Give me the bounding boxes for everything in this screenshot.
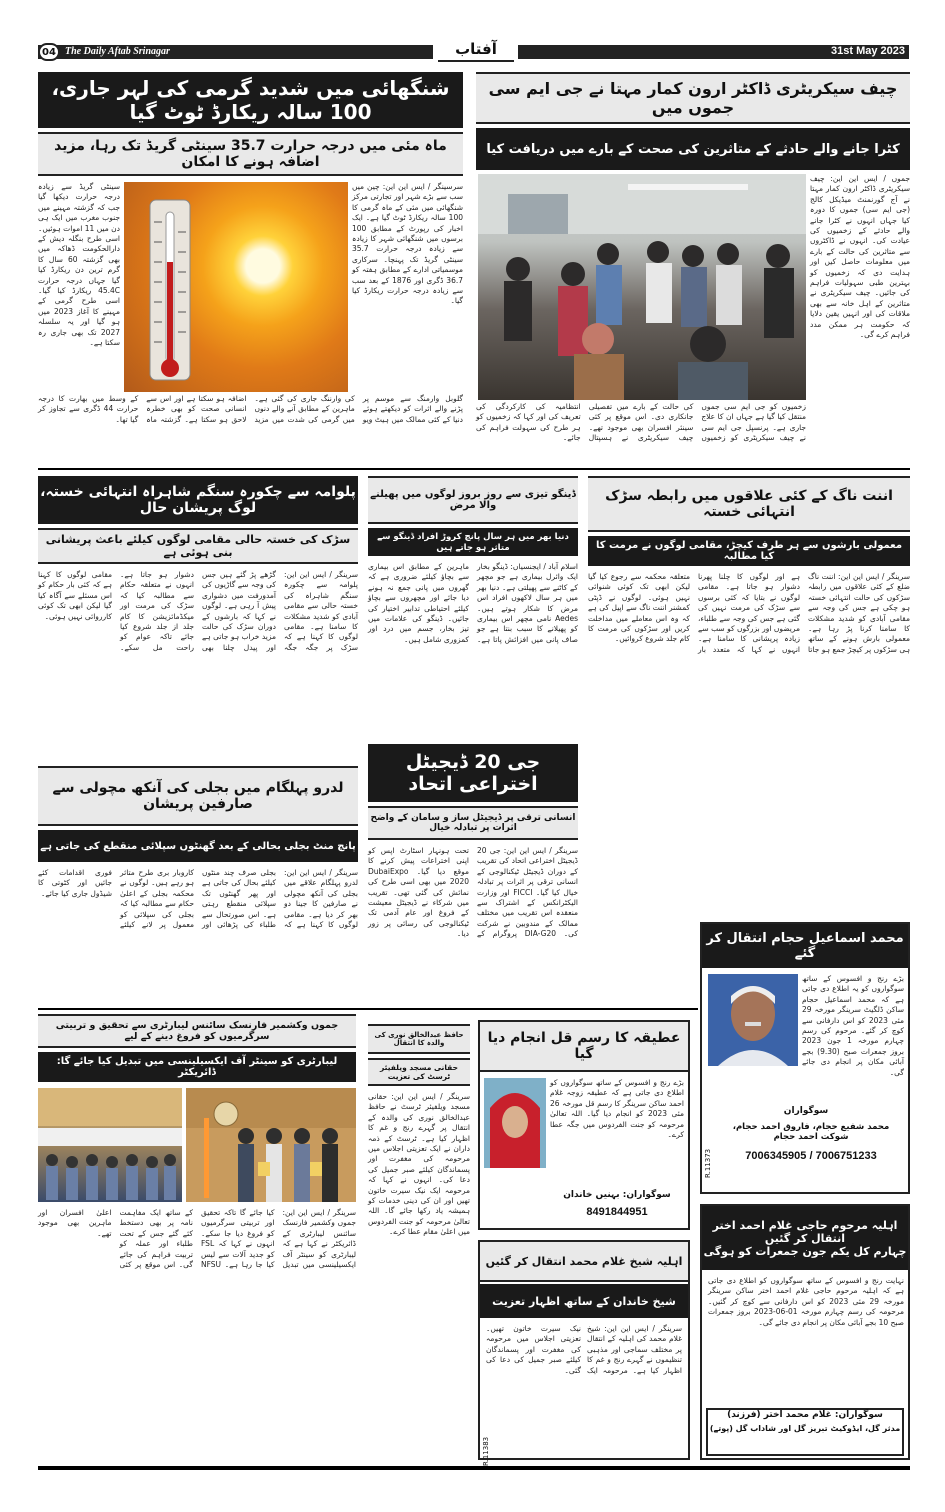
obit-akhtar-subtitle: چہارم کل یکم جون جمعرات کو ہوگی [703,1244,907,1258]
gmc-visit-photo [478,174,806,400]
paper-name: The Daily Aftab Srinagar [65,46,170,57]
story-dengue-headline: ڈینگو تیزی سے روز بروز لوگوں میں پھیلنے والا مرض [368,476,578,524]
story-gmc-side-col: جموں / ایس این این: چیف سیکریٹری ڈاکٹر ارون کمار مہتا نے آج گورنمنٹ میڈیکل کالج (جی ایم سی) جموں کا دورہ کیا جہاں انہوں نے کٹرا جانے والے حادثے کے زخمیوں کی عیادت کی۔ انہوں نے ڈاکٹروں سے متاثرین کی حالت کے بارے میں معلومات حاصل کیں اور ہدایت دی کہ زخمیوں کو بہترین طبی سہولیات فراہم کی جائیں۔ چیف سیکریٹری نے متاثرین کے اہل خانہ سے بھی ملاقات کی اور انہیں یقین دلایا کہ حکومت ہر ممکن مدد فراہم کرے گی۔ [810,174,910,340]
obit-akhtar-headline [702,1206,908,1270]
divider-mid [38,1008,698,1010]
story-pahalgam-headline: لدرو پہلگام میں بجلی کی آنکھ مچولی سے صارفین پریشان [38,766,358,826]
portrait-woman-image [484,1078,546,1168]
story-dengue-subhead: دنیا بھر میں ہر سال پانچ کروڑ افراد ڈینگو سے متاثر ہو جاتے ہیں [368,528,578,556]
story-gmc-subhead: کٹرا جانے والے حادثے کے متاثرین کی صحت کے بارے میں دریافت کیا [476,128,910,170]
story-anantnag [588,476,910,916]
obit-akhtar [700,1204,910,1460]
obit-shagufta [478,1240,690,1466]
obit-ismail-headline: محمد اسماعیل حجام انتقال کر گئے [702,924,908,968]
obit-ismail-portrait [708,974,798,1066]
thermometer-icon [124,182,348,392]
masthead-logo: آفتاب [438,40,514,62]
story-gmc-bottom: زخمیوں کو جی ایم سی جموں منتقل کیا گیا ہے جہاں ان کا علاج جاری ہے۔ پرنسپل جی ایم سی نے چیف سیکریٹری کو زخمیوں کی حالت کے بارے میں تفصیلی جانکاری دی۔ اس موقع پر کئی سینئر افسران بھی موجود تھے۔ چیف سیکریٹری نے ہسپتال انتظامیہ کی کارکردگی کی تعریف کی اور کہا کہ زخمیوں کو ہر طرح کی سہولت فراہم کی جائے۔ [476,402,806,443]
jk-lab-photo-left [38,1088,182,1202]
obit-atiqa [478,1020,690,1230]
portrait-man-image [708,974,798,1066]
masthead [38,42,909,64]
obit-atiqa-portrait [484,1078,546,1168]
meeting-photo [38,1088,182,1202]
obit-shagufta-body: سرینگر / ایس این این: شیخ غلام محمد کی اہلیہ کے انتقال پر مختلف سماجی اور مذہبی تنظیموں نے گہرے رنج و غم کا اظہار کیا ہے۔ مرحومہ ایک نیک سیرت خاتون تھیں۔ تعزیتی اجلاس میں مرحومہ کی مغفرت اور پسماندگان کیلئے صبر جمیل کی دعا کی گئی۔ [486,1324,682,1375]
hospital-visit-image [478,174,806,400]
story-heat [38,72,463,464]
story-anantnag-subhead: معمولی بارشوں سے ہر طرف کیچڑ، مقامی لوگوں نے مرمت کا کیا مطالبہ [588,536,910,566]
page-number: 04 [38,43,60,61]
obit-akhtar-mourners2: مدثر گل، ایڈوکیٹ تبریز گل اور شاداب گل (پوتے) [709,1424,901,1433]
obit-ismail-body: بڑے رنج و افسوس کے ساتھ سوگواروں کو یہ اطلاع دی جاتی ہے کہ محمد اسماعیل حجام ساکن ڈلگیٹ سرینگر مورخہ 29 مئی 2023 کو اس دارفانی سے کوچ کر گئے۔ مرحوم کی رسم چہارم مورخہ 1 جون 2023 بروز جمعرات صبح (9.30) بجے آبائی مکان پر انجام دی جائے گی۔ [802,974,905,1077]
jk-lab-photo-right [186,1088,356,1202]
story-dengue [368,476,578,738]
obit-akhtar-mourners-block [706,1408,904,1456]
obit-atiqa-body: بڑے رنج و افسوس کے ساتھ سوگواروں کو اطلاع دی جاتی ہے کہ عطیقہ زوجہ غلام احمد ساکن سرینگر کا رسم قل مورخہ 26 مئی 2023 کو انجام دیا گیا۔ اللہ تعالیٰ مرحومہ کو جنت الفردوس میں جگہ عطا کرے۔ [550,1078,684,1140]
story-condolence-headline: حافظ عبدالخالق نوری کی والدہ کا انتقال [368,1024,470,1054]
obit-akhtar-mourners-label: سوگواران: [834,1410,883,1420]
story-heat-subhead: ماہ مئی میں درجہ حرارت 35.7 سینٹی گریڈ تک رہا، مزید اضافہ ہونے کا امکان [38,132,463,176]
story-jk-lab-body: سرینگر / ایس این این: جموں وکشمیر فارنسک سائنس لیبارٹری کے ڈائریکٹر نے کہا ہے کہ لیبارٹری کو سینٹر آف ایکسیلینسی میں تبدیل کیا جائے گا تاکہ تحقیق اور تربیتی سرگرمیوں کو فروغ دیا جا سکے۔ انہوں نے کہا کہ FSL کو جدید آلات سے لیس کیا جا رہا ہے۔ NFSU کے ساتھ ایک مفاہمت نامہ پر بھی دستخط کئے گئے جس کے تحت طلباء اور عملہ کو تربیت فراہم کی جائے گی۔ اس موقع پر کئی اعلیٰ افسران اور ماہرین بھی موجود تھے۔ [38,1208,356,1270]
award-ceremony-photo [186,1088,356,1202]
story-pahalgam [38,766,358,998]
obit-atiqa-headline: عطیقہ کا رسم قل انجام دیا گیا [480,1022,688,1072]
story-g20-headline: جی 20 ڈیجیٹل اختراعی اتحاد [368,744,578,802]
obit-shagufta-subhead: شیخ خاندان کے ساتھ اظہار تعزیت [480,1284,688,1318]
obit-ismail-mourners: محمد شفیع حجام، فاروق احمد حجام، شوکت احمد حجام [732,1122,890,1142]
story-anantnag-body: سرینگر / ایس این این: اننت ناگ ضلع کے کئی علاقوں میں رابطہ سڑکوں کی حالت انتہائی خستہ ہو چکی ہے جس کی وجہ سے مقامی آبادی کو شدید مشکلات کا سامنا کرنا پڑ رہا ہے۔ معمولی بارش ہونے کے ساتھ ہی سڑکوں پر کیچڑ جمع ہو جاتا ہے اور لوگوں کا چلنا پھرنا دشوار ہو جاتا ہے۔ مقامی لوگوں نے بتایا کہ کئی برسوں سے سڑک کی مرمت نہیں کی گئی ہے جس کی وجہ سے طلباء، مریضوں اور بزرگوں کو سب سے زیادہ پریشانی کا سامنا ہے۔ انہوں نے کہا کہ متعدد بار متعلقہ محکمہ سے رجوع کیا گیا لیکن ابھی تک کوئی شنوائی نہیں ہوئی۔ لوگوں نے ڈپٹی کمشنر اننت ناگ سے اپیل کی ہے کہ وہ اس معاملے میں مداخلت کریں اور سڑکوں کی مرمت کا کام جلد شروع کروائیں۔ [588,572,910,654]
obit-ismail [700,922,910,1194]
obit-akhtar-body: نہایت رنج و افسوس کے ساتھ سوگواروں کو اطلاع دی جاتی ہے کہ اہلیہ مرحوم حاجی غلام احمد اختر ساکن سرینگر مورخہ 29 مئی 2023 کو اس دارفانی سے کوچ کر گئیں۔ مرحومہ کی رسم چہارم مورخہ 01-06-2023 بروز جمعرات صبح 10 بجے آبائی مکان پر انجام دی جائے گی۔ [708,1276,904,1327]
obit-shagufta-ref: R.11383 [482,1436,490,1466]
issue-date: 31st May 2023 [831,45,905,57]
divider-bottom [38,1466,910,1470]
obit-atiqa-mourners: سوگواران: بہنیں خاندان [563,1190,671,1200]
obit-atiqa-phone: 8491844951 [586,1206,648,1218]
story-g20-subhead: انسانی ترقی پر ڈیجیٹل ساز و سامان کے واضح اثرات پر تبادلہ خیال [368,806,578,840]
obit-ismail-phone: 7006345905 / 7006751233 [745,1150,877,1162]
divider-top [38,468,910,470]
story-heat-bottom: گلوبل وارمنگ سے موسم پر پڑنے والے اثرات کو دیکھتے ہوئے دنیا کے کئی ممالک میں ہیٹ ویو کی وارننگ جاری کی گئی ہے۔ ماہرین کے مطابق آنے والے دنوں میں گرمی کی شدت میں مزید اضافہ ہو سکتا ہے اور اس سے انسانی صحت کو بھی خطرہ لاحق ہو سکتا ہے۔ گزشتہ ماہ کے وسط میں بھارت کا درجہ حرارت 44 ڈگری سے تجاوز کر گیا تھا۔ [38,394,463,424]
story-heat-headline: شنگھائی میں شدید گرمی کی لہر جاری، 100 سالہ ریکارڈ ٹوٹ گیا [38,72,463,128]
obit-ismail-mourners-label: سوگواران [783,1106,829,1116]
obit-ismail-ref: R.11373 [704,1148,712,1178]
story-pahalgam-body: سرینگر / ایس این این: لدرو پہلگام علاقے میں بجلی کی آنکھ مچولی نے صارفین کا جینا دو بھر کر دیا ہے۔ مقامی لوگوں کا کہنا ہے کہ بجلی صرف چند منٹوں کیلئے بحال کی جاتی ہے اور پھر گھنٹوں تک سپلائی منقطع رہتی ہے۔ اس صورتحال سے طلباء کی پڑھائی اور کاروبار بری طرح متاثر ہو رہے ہیں۔ لوگوں نے محکمہ بجلی کے اعلیٰ حکام سے مطالبہ کیا کہ بجلی کی سپلائی کو معمول پر لانے کیلئے فوری اقدامات کئے جائیں اور کٹوتی کا شیڈول جاری کیا جائے۔ [38,868,358,930]
story-pulwama [38,476,358,758]
story-pahalgam-subhead: پانچ منٹ بجلی بحالی کے بعد گھنٹوں سپلائی منقطع کی جاتی ہے [38,830,358,862]
obit-shagufta-headline: اہلیہ شیخ غلام محمد انتقال کر گئیں [480,1242,688,1282]
obit-akhtar-mourners: غلام محمد اختر (فرزند) [727,1410,832,1420]
story-jk-lab-subhead: لیبارٹری کو سینٹر آف ایکسیلینسی میں تبدیل کیا جائے گا: ڈائریکٹر [38,1052,356,1082]
heat-thermometer-photo [124,182,348,392]
story-jk-lab [38,1014,356,1460]
story-gmc-headline: چیف سیکریٹری ڈاکٹر ارون کمار مہتا نے جی ایم سی جموں میں [476,72,910,124]
story-heat-col-left: سینٹی گریڈ سے زیادہ درجہ حرارت دیکھا گیا جب کہ گزشتہ مہینے میں جنوب مغرب میں ایک ہی دن میں 11 اموات ہوئیں۔ اسی طرح بنگلہ دیش کے دارالحکومت ڈھاکہ میں بھی گزشتہ 60 سال کا گرم ترین دن ریکارڈ کیا گیا جہاں درجہ حرارت 45.4C ریکارڈ کیا گیا۔ اسی طرح گرمی کے مہینے کا آغاز 2023 میں ہو گیا اور یہ سلسلہ 2027 تک بھی جاری رہ سکتا ہے۔ [38,182,120,348]
story-g20 [368,744,578,1006]
story-anantnag-headline: اننت ناگ کے کئی علاقوں میں رابطہ سڑک انتہائی خستہ [588,476,910,532]
story-pulwama-headline: پلوامہ سے چکورہ سنگم شاہراہ انتہائی خستہ، لوگ پریشان حال [38,476,358,524]
story-heat-col-right: سرسینگر / ایس این این: چین میں سب سے بڑے شہر اور تجارتی مرکز شنگھائی میں مئی کے ماہ گرمی کا 100 سالہ ریکارڈ ٹوٹ گیا ہے۔ ایک اخبار کی رپورٹ کے مطابق 100 برسوں میں شنگھائی شہر کا زیادہ سے زیادہ درجہ حرارت 35.7 سینٹی گریڈ تک پہنچا۔ سرکاری موسمیاتی ادارے کے مطابق ہفتہ کو 36.7 ڈگری اور 1876 کے بعد سب سے زیادہ درجہ حرارت ریکارڈ کیا گیا۔ [352,182,463,306]
story-pulwama-subhead: سڑک کی خستہ حالی مقامی لوگوں کیلئے باعث پریشانی بنی ہوئی ہے [38,528,358,564]
story-condolence-body: سرینگر / ایس این این: حقانی مسجد ویلفیئر ٹرسٹ نے حافظ عبدالخالق نوری کی والدہ کے انتقال پر گہرے رنج و غم کا اظہار کیا ہے۔ ٹرسٹ کے ذمہ داران نے ایک تعزیتی اجلاس میں مرحومہ کی مغفرت اور پسماندگان کیلئے صبر جمیل کی دعا کی۔ انہوں نے کہا کہ مرحومہ ایک نیک سیرت خاتون تھیں اور ان کی دینی خدمات کو ہمیشہ یاد رکھا جائے گا۔ اللہ تعالیٰ مرحومہ کو جنت الفردوس میں اعلیٰ مقام عطا کرے۔ [368,1092,470,1237]
story-dengue-body: اسلام آباد / ایجنسیاں: ڈینگو بخار ایک وائرل بیماری ہے جو مچھر کے کاٹنے سے پھیلتی ہے۔ دنیا بھر میں ہر سال لاکھوں افراد اس مرض کا شکار ہوتے ہیں۔ Aedes نامی مچھر اس بیماری کو پھیلانے کا سبب بنتا ہے جو صاف پانی میں افزائش پاتا ہے۔ ماہرین کے مطابق اس بیماری سے بچاؤ کیلئے ضروری ہے کہ گھروں میں پانی جمع نہ ہونے دیا جائے اور مچھروں سے بچاؤ کیلئے احتیاطی تدابیر اختیار کی جائیں۔ ڈینگو کی علامات میں تیز بخار، جسم میں درد اور کمزوری شامل ہیں۔ [368,562,578,644]
obit-ismail-body-continued [708,1070,904,1100]
story-g20-body: سرینگر / ایس این این: جی 20 ڈیجیٹل اختراعی اتحاد کی تقریب کے دوران ڈیجیٹل ٹیکنالوجی کے انسانی ترقی پر اثرات پر تبادلہ خیال کیا گیا۔ FICCI اور وزارت الیکٹرانکس کے اشتراک سے منعقدہ اس تقریب میں مختلف ممالک کے مندوبین نے شرکت کی۔ DIA-G20 پروگرام کے تحت ہونہار اسٹارٹ اپس کو اپنی اختراعات پیش کرنے کا موقع دیا گیا۔ DubaiExpo 2020 میں بھی اسی طرح کی نمائش کی گئی تھی۔ تقریب میں شرکاء نے ڈیجیٹل معیشت کے فروغ اور عام آدمی تک ٹیکنالوجی کی رسائی پر زور دیا۔ [368,846,579,939]
story-jk-lab-headline: جموں وکشمیر فارنسک سائنس لیبارٹری سے تحقیق و تربیتی سرگرمیوں کو فروغ دینے کے لیے [38,1014,356,1048]
story-pulwama-body: سرینگر / ایس این این: پلوامہ سے چکورہ سنگم شاہراہ کی خستہ حالی سے مقامی آبادی کو شدید مشکلات کا سامنا ہے۔ مقامی لوگوں کا کہنا ہے کہ سڑک پر جگہ جگہ گڑھے پڑ گئے ہیں جس کی وجہ سے گاڑیوں کی آمدورفت میں دشواری پیش آ رہی ہے۔ لوگوں نے کہا کہ بارشوں کے دوران سڑک کی حالت مزید خراب ہو جاتی ہے اور پیدل چلنا بھی دشوار ہو جاتا ہے۔ انہوں نے متعلقہ حکام سے مطالبہ کیا کہ سڑک کی مرمت اور میکڈمائزیشن کا کام جلد از جلد شروع کیا جائے تاکہ عوام کو راحت مل سکے۔ مقامی لوگوں کا کہنا ہے کہ کئی بار حکام کو اس مسئلے سے آگاہ کیا گیا لیکن ابھی تک کوئی کارروائی نہیں ہوئی۔ [38,570,358,652]
obit-akhtar-title: اہلیہ مرحوم حاجی غلام احمد اختر انتقال کر گئیں [712,1218,898,1245]
story-condolence-subhead: حقانی مسجد ویلفیئر ٹرسٹ کی تعزیت [368,1058,470,1086]
story-condolence-small [368,1024,470,1460]
story-gmc [476,72,910,464]
